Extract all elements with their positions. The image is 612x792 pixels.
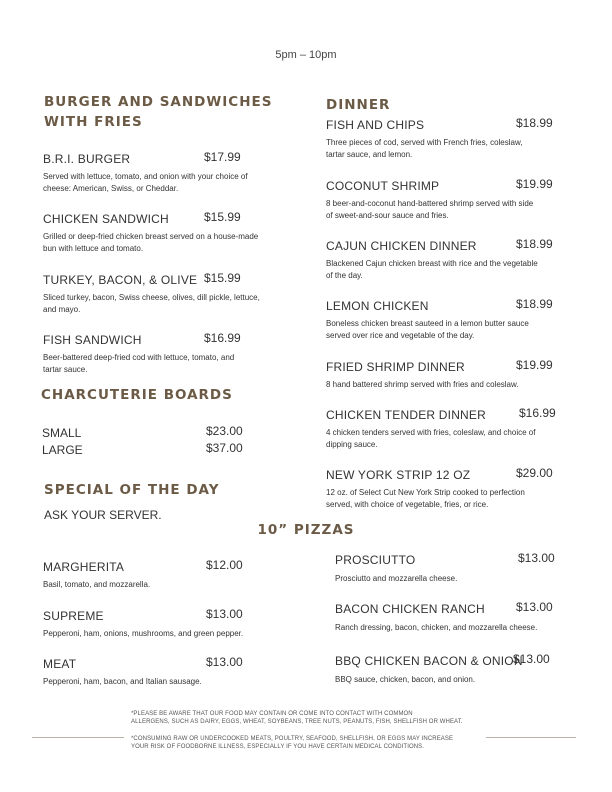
item-desc: Basil, tomato, and mozzarella. [43,580,151,589]
item-desc: and mayo. [43,305,81,314]
burger-item [43,210,293,255]
burgers-heading [44,92,272,132]
item-price: $37.00 [206,441,243,455]
item-name: BACON CHICKEN RANCH [335,602,485,616]
item-desc: tartar sauce. [43,365,88,374]
burger-item [43,271,293,316]
item-desc: 4 chicken tenders served with fries, coleslaw, and choice of [326,428,536,437]
item-name: BBQ CHICKEN BACON & ONION [335,654,523,668]
item-price: $16.99 [519,406,556,420]
item-desc: bun with lettuce and tomato. [43,244,144,253]
item-price: $23.00 [206,424,243,438]
charcuterie-heading: CHARCUTERIE BOARDS [41,387,233,403]
item-desc: Pepperoni, ham, bacon, and Italian sausage. [43,677,202,686]
item-desc: 12 oz. of Select Cut New York Strip cooked to perfection [326,488,525,497]
item-name: SMALL [42,426,82,440]
pizza-item [335,551,585,585]
allergen-notice-line: ALLERGENS, SUCH AS DAIRY, EGGS, WHEAT, SOYBEANS, TREE NUTS, PEANUTS, FISH, SHELLFISH OR WHEAT. [131,719,463,725]
item-desc: of the day. [326,271,363,280]
item-price: $13.00 [206,655,243,669]
pizzas-heading: 10” PIZZAS [257,522,355,538]
item-price: $18.99 [516,237,553,251]
item-desc: Boneless chicken breast sauteed in a lemon butter sauce [326,319,529,328]
raw-food-notice-line: *CONSUMING RAW OR UNDERCOOKED MEATS, POULTRY, SEAFOOD, SHELLFISH, OR EGGS MAY INCREASE [131,736,454,742]
item-desc: Beer-battered deep-fried cod with lettuce, tomato, and [43,353,235,362]
item-desc: Ranch dressing, bacon, chicken, and mozzarella cheese. [335,623,538,632]
item-name: CHICKEN TENDER DINNER [326,408,486,422]
item-name: NEW YORK STRIP 12 OZ [326,468,471,482]
item-price: $15.99 [204,210,241,224]
pizza-item [43,558,293,591]
item-desc: Prosciutto and mozzarella cheese. [335,574,458,583]
pizza-item [43,607,303,640]
item-desc: Blackened Cajun chicken breast with rice and the vegetable [326,259,538,268]
dinner-item [326,177,576,222]
hours: 5pm – 10pm [275,49,337,61]
item-name: B.R.I. BURGER [43,152,131,166]
burger-item [43,331,293,376]
dinner-item [326,297,576,342]
item-desc: Pepperoni, ham, onions, mushrooms, and green pepper. [43,629,244,638]
pizza-item [43,655,293,688]
pizza-item [335,600,585,634]
item-price: $16.99 [204,331,241,345]
item-price: $19.99 [516,177,553,191]
item-desc: 8 beer-and-coconut hand-battered shrimp served with side [326,199,534,208]
item-desc: BBQ sauce, chicken, bacon, and onion. [335,675,476,684]
item-desc: 8 hand battered shrimp served with fries and coleslaw. [326,380,519,389]
item-price: $15.99 [204,271,241,285]
item-name: CAJUN CHICKEN DINNER [326,239,477,253]
item-name: MEAT [43,657,77,671]
item-desc: Grilled or deep-fried chicken breast served on a house-made [43,232,259,241]
item-desc: cheese: American, Swiss, or Cheddar. [43,184,179,193]
item-desc: Served with lettuce, tomato, and onion with your choice of [43,172,248,181]
item-name: LEMON CHICKEN [326,299,429,313]
item-desc: Sliced turkey, bacon, Swiss cheese, olives, dill pickle, lettuce, [43,293,260,302]
item-price: $13.00 [513,652,550,666]
item-price: $29.00 [516,466,553,480]
item-name: CHICKEN SANDWICH [43,212,169,226]
dinner-item [326,116,576,161]
item-desc: Three pieces of cod, served with French fries, coleslaw, [326,138,523,147]
raw-food-notice [131,735,511,751]
item-name: LARGE [42,443,83,457]
item-desc: dipping sauce. [326,440,378,449]
burgers-heading-line-2: WITH FRIES [44,114,143,130]
item-desc: served over rice and vegetable of the day. [326,331,475,340]
item-name: MARGHERITA [43,560,125,574]
item-price: $13.00 [516,600,553,614]
item-price: $13.00 [206,607,243,621]
dinner-item [326,466,576,511]
dinner-item [326,237,576,282]
allergen-notice [131,710,511,726]
item-name: FRIED SHRIMP DINNER [326,360,465,374]
item-name: PROSCIUTTO [335,553,416,567]
pizza-item [335,652,585,686]
item-name: TURKEY, BACON, & OLIVE [43,273,198,287]
dinner-item [326,358,576,391]
item-price: $19.99 [516,358,553,372]
charcuterie-row [42,441,282,459]
item-name: COCONUT SHRIMP [326,179,440,193]
item-desc: tartar sauce, and lemon. [326,150,413,159]
item-desc: of sweet-and-sour sauce and fries. [326,211,449,220]
dinner-heading: DINNER [326,97,391,113]
item-name: SUPREME [43,609,104,623]
dinner-item [326,406,576,451]
item-price: $18.99 [516,116,553,130]
item-price: $17.99 [204,150,241,164]
burger-item [43,150,293,195]
item-price: $12.00 [206,558,243,572]
footer-divider-left [32,737,124,738]
raw-food-notice-line: YOUR RISK OF FOODBORNE ILLNESS, ESPECIALLY IF YOU HAVE CERTAIN MEDICAL CONDITIONS. [131,744,425,750]
item-price: $18.99 [516,297,553,311]
burgers-heading-line-1: BURGER AND SANDWICHES [44,94,273,110]
item-price: $13.00 [518,551,555,565]
item-name: FISH SANDWICH [43,333,142,347]
special-heading: SPECIAL OF THE DAY [44,482,220,498]
allergen-notice-line: *PLEASE BE AWARE THAT OUR FOOD MAY CONTAIN OR COME INTO CONTACT WITH COMMON [131,711,413,717]
item-desc: served, with choice of vegetable, fries, or rice. [326,500,489,509]
item-name: FISH AND CHIPS [326,118,425,132]
special-text: ASK YOUR SERVER. [44,508,162,522]
charcuterie-row [42,424,282,442]
